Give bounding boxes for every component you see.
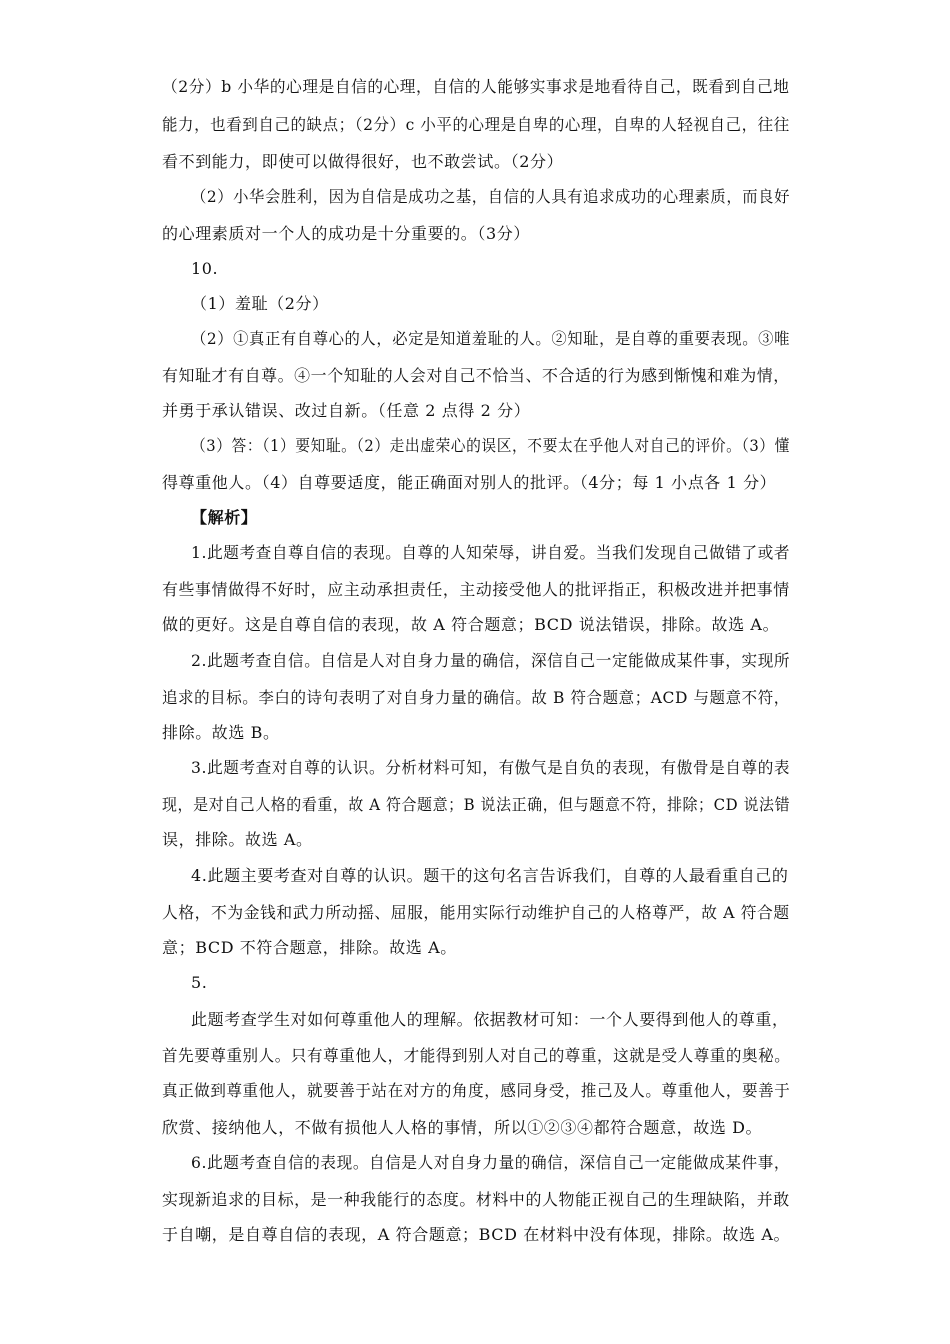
text-line: 做的更好。这是自尊自信的表现，故 A 符合题意；BCD 说法错误，排除。故选 A。 xyxy=(162,615,780,634)
text-line: 排除。故选 B。 xyxy=(162,723,280,742)
text-line: 意；BCD 不符合题意，排除。故选 A。 xyxy=(162,938,457,957)
text-line: 欣赏、接纳他人，不做有损他人人格的事情，所以①②③④都符合题意，故选 D。 xyxy=(162,1118,763,1137)
text-line: 并勇于承认错误、改过自新。（任意 2 点得 2 分） xyxy=(162,401,531,420)
text-line: 真正做到尊重他人，就要善于站在对方的角度，感同身受，推己及人。尊重他人，要善于 xyxy=(162,1081,791,1100)
text-line: （2）小华会胜利，因为自信是成功之基，自信的人具有追求成功的心理素质，而良好 xyxy=(191,187,790,206)
text-line: （2）①真正有自尊心的人，必定是知道羞耻的人。②知耻，是自尊的重要表现。③唯 xyxy=(191,329,790,348)
text-line: 人格，不为金钱和武力所动摇、屈服，能用实际行动维护自己的人格尊严，故 A 符合题 xyxy=(162,903,790,922)
text-line: 现，是对自己人格的看重，故 A 符合题意；B 说法正确，但与题意不符，排除；CD 说法错 xyxy=(162,795,791,814)
text-line: 能力，也看到自己的缺点；（2分）c 小平的心理是自卑的心理，自卑的人轻视自己，往往 xyxy=(162,115,790,134)
text-line: 于自嘲，是自尊自信的表现，A 符合题意；BCD 在材料中没有体现，排除。故选 A。 xyxy=(162,1225,791,1244)
text-line: （1）羞耻（2分） xyxy=(191,294,329,313)
text-line: 3.此题考查对自尊的认识。分析材料可知，有傲气是自负的表现，有傲骨是自尊的表 xyxy=(191,758,791,777)
section-heading: 【解析】 xyxy=(191,508,258,527)
text-line: 追求的目标。李白的诗句表明了对自身力量的确信。故 B 符合题意；ACD 与题意不符， xyxy=(162,688,790,707)
question-number: 10. xyxy=(191,259,219,278)
text-line: 的心理素质对一个人的成功是十分重要的。（3分） xyxy=(162,224,530,243)
text-line: 有些事情做得不好时，应主动承担责任，主动接受他人的批评指正，积极改进并把事情 xyxy=(162,580,790,599)
text-line: 看不到能力，即使可以做得很好，也不敢尝试。（2分） xyxy=(162,152,564,171)
text-line: 4.此题主要考查对自尊的认识。题干的这句名言告诉我们，自尊的人最看重自己的 xyxy=(191,866,789,885)
text-line: 首先要尊重别人。只有尊重他人，才能得到别人对自己的尊重，这就是受人尊重的奥秘。 xyxy=(162,1046,791,1065)
text-line: （2分）b 小华的心理是自信的心理，自信的人能够实事求是地看待自己，既看到自己地 xyxy=(162,77,790,96)
text-line: 实现新追求的目标，是一种我能行的态度。材料中的人物能正视自己的生理缺陷，并敢 xyxy=(162,1190,790,1209)
text-line: 误，排除。故选 A。 xyxy=(162,830,313,849)
text-line: 有知耻才有自尊。④一个知耻的人会对自己不恰当、不合适的行为感到惭愧和难为情， xyxy=(162,366,790,385)
text-line: 1.此题考查自尊自信的表现。自尊的人知荣辱，讲自爱。当我们发现自己做错了或者 xyxy=(191,543,791,562)
text-line: （3）答：（1）要知耻。（2）走出虚荣心的误区，不要太在乎他人对自己的评价。（3）懂 xyxy=(191,436,790,455)
text-line: 2.此题考查自信。自信是人对自身力量的确信，深信自己一定能做成某件事，实现所 xyxy=(191,651,791,670)
text-line: 6.此题考查自信的表现。自信是人对自身力量的确信，深信自己一定能做成某件事， xyxy=(191,1153,791,1172)
text-line: 此题考查学生对如何尊重他人的理解。依据教材可知：一个人要得到他人的尊重， xyxy=(191,1010,789,1029)
question-number: 5. xyxy=(191,973,208,992)
text-line: 得尊重他人。（4）自尊要适度，能正确面对别人的批评。（4分；每 1 小点各 1 分） xyxy=(162,473,777,492)
